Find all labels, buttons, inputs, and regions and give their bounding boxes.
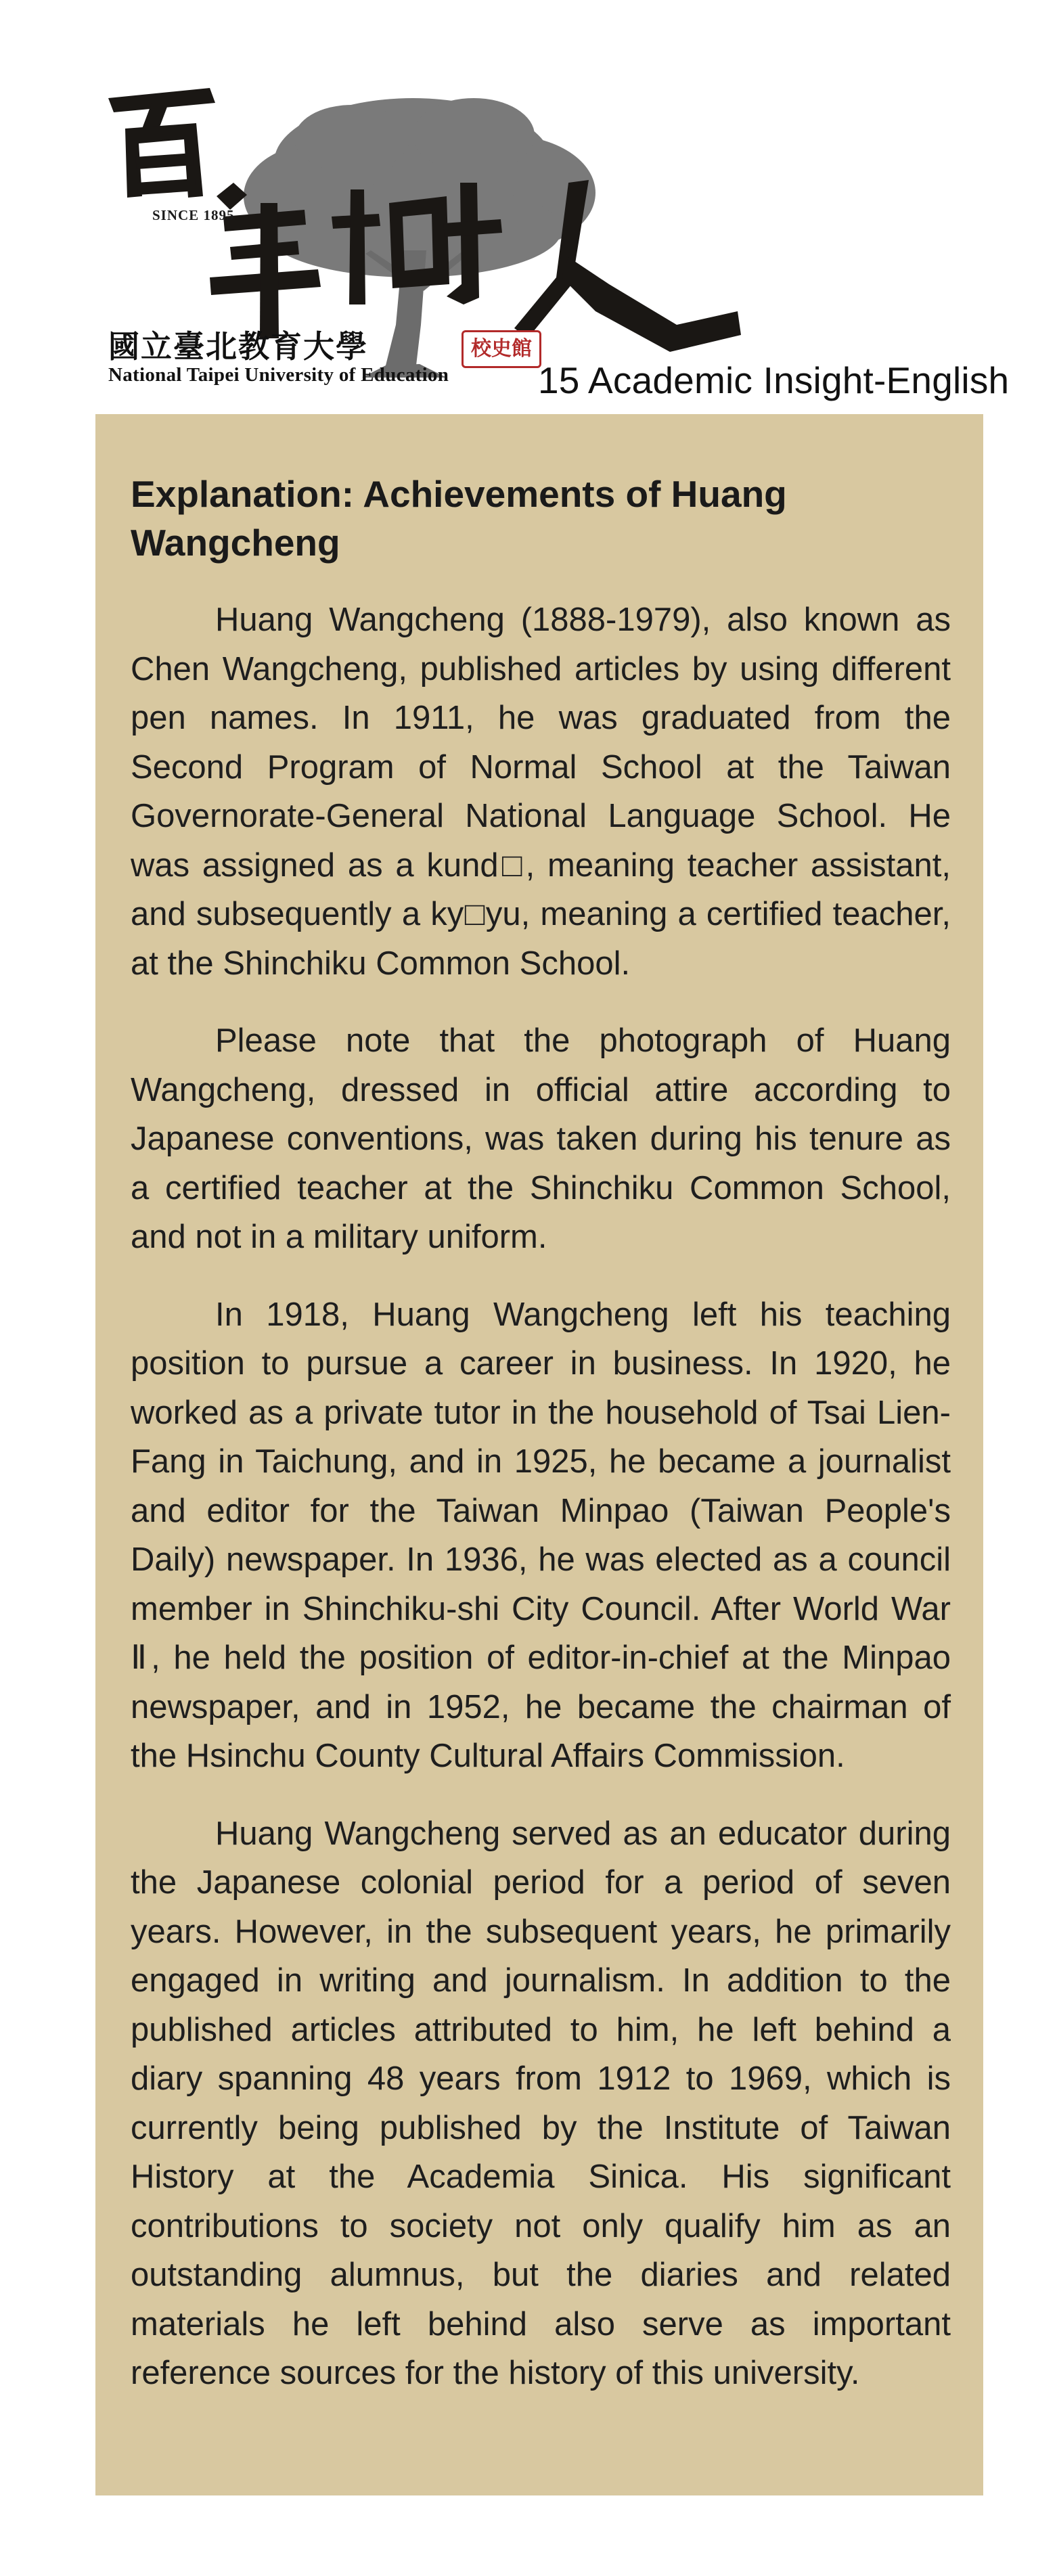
- museum-stamp: 校史館: [462, 330, 541, 368]
- article-paragraph: Huang Wangcheng (1888-1979), also known as Chen Wangcheng, published articles by using different pen names. In 1911, he was graduated from the Second Program of Normal School at the Taiwan Governorate-General National Language School. He was assigned as a kund□, meaning teacher assistant, and subsequently a ky□yu, meaning a certified teacher, at the Shinchiku Common School.: [131, 602, 951, 982]
- article-body: [131, 595, 951, 2426]
- logo-since-text: SINCE 1895: [152, 207, 235, 223]
- logo-chinese-name: 國立臺北教育大學: [108, 328, 368, 365]
- series-label: 15 Academic Insight-English: [538, 359, 1010, 401]
- article-paragraph: Huang Wangcheng served as an educator during the Japanese colonial period for a period of seven years. However, in the subsequent years, he primarily engaged in writing and journalism. In addition to the published articles attributed to him, he left behind a diary spanning 48 years from 1912 to 1969, which is currently being published by the Institute of Taiwan History at the Academia Sinica. His significant contributions to society not only qualify him as an outstanding alumnus, but the diaries and related materials he left behind also serve as important reference sources for the history of this university.: [131, 1815, 951, 2391]
- article-paragraph: Please note that the photograph of Huang Wangcheng, dressed in official attire according to Japanese conventions, was taken during his tenure as a certified teacher at the Shinchiku Common School, and not in a military uniform.: [131, 1022, 951, 1255]
- article-panel: [95, 414, 983, 2495]
- article-paragraph: In 1918, Huang Wangcheng left his teaching position to pursue a career in business. In 1920, he worked as a private tutor in the household of Tsai Lien-Fang in Taichung, and in 1925, he became a journalist and editor for the Taiwan Minpao (Taiwan People's Daily) newspaper. In 1936, he was elected as a council member in Shinchiku-shi City Council. After World War Ⅱ, he held the position of editor-in-chief at the Minpao newspaper, and in 1952, he became the chairman of the Hsinchu County Cultural Affairs Commission.: [131, 1296, 951, 1774]
- logo-english-name: National Taipei University of Education: [108, 364, 449, 386]
- article-title: Explanation: Achievements of Huang Wangcheng: [131, 473, 787, 564]
- page-header: [0, 0, 1057, 413]
